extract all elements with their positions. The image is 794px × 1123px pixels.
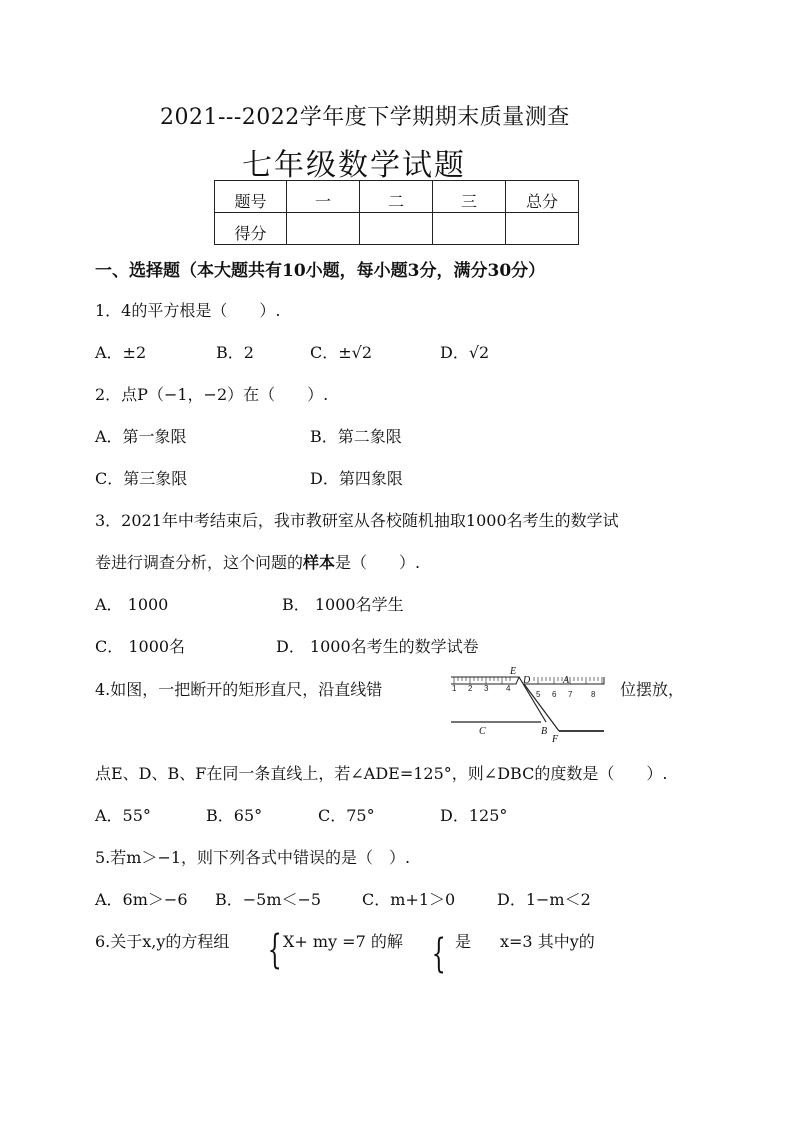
exam-title-line2: 七年级数学试题 [242, 148, 466, 183]
ruler-left-top-edge [451, 677, 519, 684]
question-4-option-d[interactable]: D．125° [440, 806, 508, 825]
question-3-option-c[interactable]: C． 1000名 [95, 637, 186, 656]
score-table [214, 180, 579, 245]
score-row-label: 得分 [215, 213, 287, 245]
question-3-option-d[interactable]: D． 1000名考生的数学试卷 [276, 637, 479, 656]
question-2-stem: 2．点P（−1，−2）在（ ）. [95, 385, 329, 404]
question-6-solution-x: x=3 其中y的 [500, 932, 595, 951]
question-5-stem: 5.若m＞−1，则下列各式中错误的是（ ）. [95, 848, 411, 867]
tick-label-7: 7 [568, 690, 573, 699]
question-1-option-c[interactable]: C．±√2 [310, 343, 373, 362]
score-header-label: 题号 [215, 181, 287, 213]
broken-ruler-figure [446, 664, 608, 746]
tick-label-3: 3 [484, 684, 489, 693]
question-4-option-c[interactable]: C．75° [318, 806, 375, 825]
question-3-option-a[interactable]: A． 1000 [95, 595, 169, 614]
question-6-stem-part-a: 6.关于x,y的方程组 [95, 932, 230, 951]
point-label-D: D [523, 675, 531, 686]
solution-left-brace: { [431, 931, 446, 977]
question-4-stem-part-a: 4.如图，一把断开的矩形直尺，沿直线错 [95, 680, 383, 699]
question-5-option-a[interactable]: A．6m＞−6 [95, 890, 188, 909]
question-1-option-d[interactable]: D．√2 [440, 343, 490, 362]
question-3-keyword-sample: 样本 [303, 553, 336, 572]
question-2-option-c[interactable]: C．第三象限 [95, 469, 188, 488]
question-6-equation-1: X+ my =7 的解 [283, 932, 403, 951]
question-4-option-b[interactable]: B．65° [206, 806, 263, 825]
question-2-option-a[interactable]: A．第一象限 [95, 427, 187, 446]
score-header-part1: 一 [287, 181, 360, 213]
score-table-score-row [215, 213, 579, 245]
question-5-option-c[interactable]: C．m+1＞0 [362, 890, 456, 909]
tick-label-1: 1 [452, 684, 457, 693]
point-label-F: F [552, 734, 559, 745]
question-3-stem-line2 [95, 550, 420, 573]
question-1-option-a[interactable]: A．±2 [95, 343, 147, 362]
question-3-stem-line1: 3．2021年中考结束后，我市教研室从各校随机抽取1000名考生的数学试 [95, 511, 619, 530]
question-4-option-a[interactable]: A．55° [95, 806, 151, 825]
score-header-part2: 二 [360, 181, 433, 213]
tick-label-4: 4 [506, 684, 511, 693]
question-2-option-d[interactable]: D．第四象限 [310, 469, 403, 488]
tick-label-6: 6 [552, 690, 557, 699]
score-header-part3: 三 [433, 181, 506, 213]
question-3-option-b[interactable]: B． 1000名学生 [282, 595, 404, 614]
question-5-option-b[interactable]: B．−5m＜−5 [215, 890, 322, 909]
score-cell-part3[interactable] [433, 213, 506, 245]
point-label-E: E [510, 666, 517, 677]
question-2-option-b[interactable]: B．第二象限 [310, 427, 402, 446]
score-cell-part2[interactable] [360, 213, 433, 245]
section1-title: 一、选择题（本大题共有10小题，每小题3分，满分30分） [95, 261, 546, 281]
tick-label-2: 2 [468, 684, 473, 693]
tick-label-5: 5 [536, 690, 541, 699]
question-3-stem-part-a: 卷进行调查分析，这个问题的 [95, 553, 304, 572]
system-left-brace: { [267, 927, 282, 973]
score-header-total: 总分 [506, 181, 579, 213]
question-4-stem-line2: 点E、D、B、F在同一条直线上，若∠ADE=125°，则∠DBC的度数是（ ）. [95, 764, 668, 783]
score-cell-total[interactable] [506, 213, 579, 245]
question-4-stem-part-b: 位摆放， [620, 680, 685, 699]
question-3-stem-part-b: 是（ ）. [335, 553, 421, 572]
point-label-C: C [479, 726, 486, 737]
question-1-stem: 1．4的平方根是（ ）. [95, 301, 281, 320]
question-6-stem-part-b: 是 [455, 932, 472, 951]
tick-label-8: 8 [591, 690, 596, 699]
question-1-option-b[interactable]: B．2 [216, 343, 254, 362]
question-5-option-d[interactable]: D．1−m＜2 [497, 890, 591, 909]
score-cell-part1[interactable] [287, 213, 360, 245]
point-label-B: B [541, 726, 548, 737]
exam-title-line1: 2021---2022学年度下学期期末质量测查 [160, 105, 570, 130]
score-table-header-row [215, 181, 579, 213]
point-label-A: A [563, 675, 570, 686]
